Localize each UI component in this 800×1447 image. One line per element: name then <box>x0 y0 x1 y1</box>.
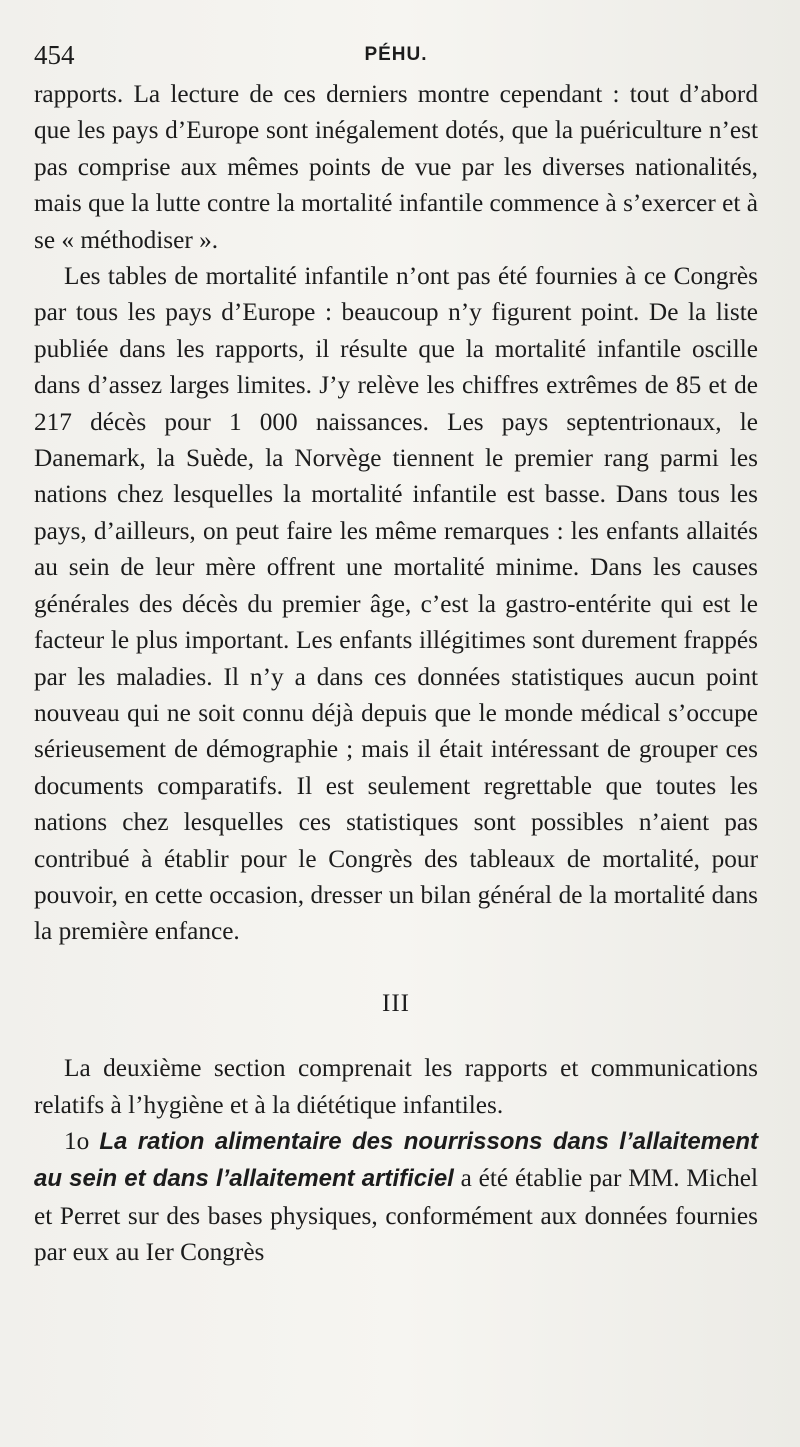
page-number: 454 <box>34 40 75 70</box>
item-number: 1o <box>64 1126 90 1155</box>
page-header <box>34 38 758 76</box>
paragraph-continued: rapports. La lecture de ces derniers montre cependant : tout d’abord que les pays d’Europe sont inégalement dotés, que la puériculture n’est pas comprise aux mêmes points de vue par les diverses nationalités, mais que la lutte contre la mortalité infantile commence à s’exercer et à se « méthodiser ». <box>34 80 758 254</box>
item-title: La ration alimentaire des nourrissons dans l’allaitement au sein et dans l’allaitement artificiel <box>34 1127 759 1193</box>
paragraph-ration <box>34 1123 758 1271</box>
paragraph-mortality-tables: Les tables de mortalité infantile n’ont pas été fournies à ce Congrès par tous les pays d’Europe : beaucoup n’y figurent point. De la liste publiée dans les rapports, il résulte que la mortalité infantile oscille dans d’assez larges limites. J’y relève les chiffres extrêmes de 85 et de 217 décès pour 1 000 naissances. Les pays septentrionaux, le Danemark, la Suède, la Norvège tiennent le premier rang parmi les nations chez lesquelles la mortalité infantile est basse. Dans tous les pays, d’ailleurs, on peut faire les même remarques : les enfants allaités au sein de leur mère offrent une mortalité minime. Dans les causes générales des décès du premier âge, c’est la gastro-entérite qui est le facteur le plus important. Les enfants illégitimes sont durement frappés par les maladies. Il n’y a dans ces données statistiques aucun point nouveau qui ne soit connu déjà depuis que le monde médical s’occupe sérieusement de démographie ; mais il était intéressant de grouper ces documents comparatifs. Il est seulement regrettable que toutes les nations chez lesquelles ces statistiques sont possibles n’aient pas contribué à établir pour le Congrès des tableaux de mortalité, pour pouvoir, en cette occasion, dresser un bilan général de la mortalité dans la première enfance. <box>34 262 758 946</box>
running-head: PÉHU. <box>364 44 428 65</box>
paragraph-second-section: La deuxième section comprenait les rapports et communications relatifs à l’hygiène et à la diététique infantiles. <box>34 1054 758 1119</box>
section-heading: III <box>382 989 410 1017</box>
body-text <box>34 76 758 1271</box>
item-text: a été établie par MM. Michel et Perret sur des bases physiques, conformément aux données fournies par eux au Ier Congrès <box>34 1164 759 1267</box>
